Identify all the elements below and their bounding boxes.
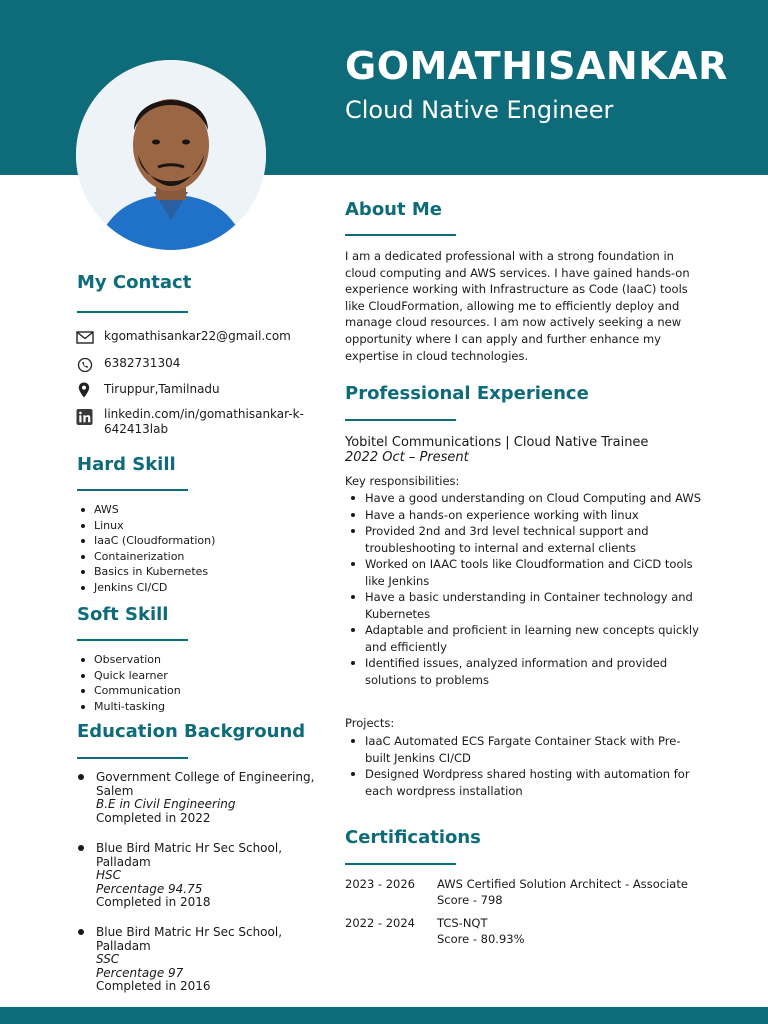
soft-skill-list bbox=[76, 652, 316, 714]
email-icon bbox=[76, 329, 94, 345]
soft-skill-heading: Soft Skill bbox=[77, 604, 169, 625]
education-completed: Completed in 2018 bbox=[96, 895, 211, 909]
contact-heading: My Contact bbox=[77, 272, 192, 293]
education-school: Government College of Engineering, Salem bbox=[96, 770, 315, 798]
education-detail: Percentage 94.75 bbox=[96, 881, 203, 896]
list-item: Communication bbox=[76, 683, 316, 699]
experience-title: Yobitel Communications | Cloud Native Trainee bbox=[345, 435, 649, 450]
hard-skill-heading: Hard Skill bbox=[77, 454, 176, 475]
list-item: Identified issues, analyzed information and provided solutions to problems bbox=[345, 655, 705, 688]
contact-location-text: Tiruppur,Tamilnadu bbox=[104, 382, 220, 396]
list-item: Have a basic understanding in Container technology and Kubernetes bbox=[345, 589, 705, 622]
list-item: Linux bbox=[76, 518, 316, 534]
certification-score: Score - 80.93% bbox=[437, 931, 525, 946]
candidate-role: Cloud Native Engineer bbox=[345, 96, 614, 124]
soft-skill-divider bbox=[77, 639, 188, 641]
list-item: AWS bbox=[76, 502, 316, 518]
experience-divider bbox=[345, 419, 456, 421]
contact-email-text: kgomathisankar22@gmail.com bbox=[104, 329, 291, 343]
hard-skill-list bbox=[76, 502, 316, 595]
education-heading: Education Background bbox=[77, 721, 306, 742]
certification-years: 2023 - 2026 bbox=[345, 877, 415, 891]
responsibilities-label: Key responsibilities: bbox=[345, 474, 460, 488]
certification-name: AWS Certified Solution Architect - Associate bbox=[437, 877, 688, 891]
certification-years: 2022 - 2024 bbox=[345, 916, 415, 930]
education-item bbox=[76, 771, 321, 827]
list-item: Multi-tasking bbox=[76, 699, 316, 715]
list-item: Quick learner bbox=[76, 668, 316, 684]
about-heading: About Me bbox=[345, 199, 442, 220]
certification-name: TCS-NQT bbox=[437, 916, 488, 930]
education-completed: Completed in 2016 bbox=[96, 979, 211, 993]
contact-email[interactable] bbox=[76, 329, 321, 345]
certifications-divider bbox=[345, 863, 456, 865]
list-item: IaaC Automated ECS Fargate Container Stack with Pre-built Jenkins CI/CD bbox=[345, 733, 705, 766]
contact-linkedin[interactable] bbox=[76, 407, 321, 437]
education-detail: Percentage 97 bbox=[96, 965, 184, 980]
contact-phone-text: 6382731304 bbox=[104, 356, 181, 370]
list-item: Basics in Kubernetes bbox=[76, 564, 316, 580]
hard-skill-divider bbox=[77, 489, 188, 491]
bullet-dot bbox=[78, 774, 84, 780]
linkedin-icon bbox=[76, 409, 94, 425]
projects-list bbox=[345, 733, 705, 799]
certification-score: Score - 798 bbox=[437, 892, 503, 907]
education-detail: HSC bbox=[96, 868, 122, 882]
certifications-heading: Certifications bbox=[345, 827, 481, 848]
list-item: Worked on IAAC tools like Cloudformation and CiCD tools like Jenkins bbox=[345, 556, 705, 589]
list-item: Provided 2nd and 3rd level technical support and troubleshooting to internal and external clients bbox=[345, 523, 705, 556]
profile-photo bbox=[76, 60, 266, 250]
contact-divider bbox=[77, 311, 188, 313]
list-item: IaaC (Cloudformation) bbox=[76, 533, 316, 549]
list-item: Observation bbox=[76, 652, 316, 668]
projects-label: Projects: bbox=[345, 716, 395, 730]
list-item: Designed Wordpress shared hosting with automation for each wordpress installation bbox=[345, 766, 705, 799]
contact-linkedin-text: linkedin.com/in/gomathisankar-k-642413lab bbox=[104, 407, 304, 436]
experience-date: 2022 Oct – Present bbox=[345, 450, 469, 465]
certification-item bbox=[345, 916, 725, 948]
education-detail: B.E in Civil Engineering bbox=[96, 797, 236, 811]
education-item bbox=[76, 926, 321, 996]
responsibilities-list bbox=[345, 490, 705, 688]
education-completed: Completed in 2022 bbox=[96, 810, 211, 825]
contact-phone[interactable] bbox=[76, 356, 321, 372]
list-item: Containerization bbox=[76, 549, 316, 565]
candidate-name: GOMATHISANKAR bbox=[345, 44, 728, 88]
education-school: Blue Bird Matric Hr Sec School, Palladam bbox=[96, 925, 283, 953]
list-item: Jenkins CI/CD bbox=[76, 580, 316, 596]
list-item: Adaptable and proficient in learning new concepts quickly and efficiently bbox=[345, 622, 705, 655]
list-item: Have a hands-on experience working with linux bbox=[345, 507, 705, 524]
education-divider bbox=[77, 757, 188, 759]
list-item: Have a good understanding on Cloud Computing and AWS bbox=[345, 490, 705, 507]
experience-heading: Professional Experience bbox=[345, 383, 589, 404]
phone-icon bbox=[76, 356, 94, 372]
about-divider bbox=[345, 234, 456, 236]
education-item bbox=[76, 842, 321, 912]
bullet-dot bbox=[78, 929, 84, 935]
certification-item bbox=[345, 877, 725, 909]
bullet-dot bbox=[78, 845, 84, 851]
footer-band bbox=[0, 1007, 768, 1024]
education-detail: SSC bbox=[96, 952, 120, 966]
contact-location bbox=[76, 382, 321, 398]
about-text: I am a dedicated professional with a strong foundation in cloud computing and AWS services. I have gained hands-on experience working with Infrastructure as Code (IaaC) tools like CloudFormation, allowing me to efficiently deploy and manage cloud resources. I am now actively seeking a new opportunity where I can apply and further enhance my expertise in cloud technologies. bbox=[345, 249, 690, 363]
location-pin-icon bbox=[76, 382, 94, 398]
education-school: Blue Bird Matric Hr Sec School, Palladam bbox=[96, 841, 283, 869]
